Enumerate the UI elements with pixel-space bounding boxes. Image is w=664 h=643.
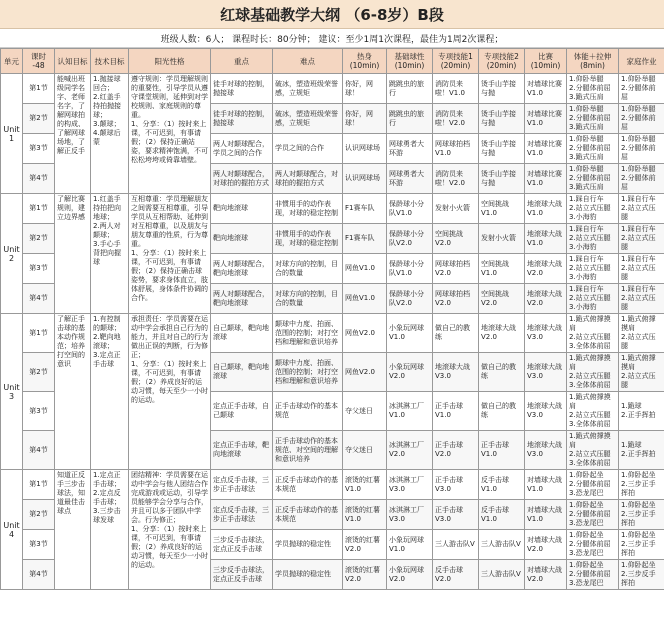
- fitness-cell: 1.跪式俯撑摸肩 2.站立式压腿 3.全体体前屈: [567, 431, 619, 470]
- base-ball-cell: 保龄球小分队V1.0: [387, 194, 433, 224]
- homework-cell: 1.踩自行车 2.站立式压腿: [619, 194, 664, 224]
- skill1-cell: 三人游击队V: [433, 530, 479, 560]
- fitness-cell: 1.跪式俯撑摸肩 2.站立式压腿 3.全体体前屈: [567, 314, 619, 353]
- difficulty-cell: 非惯用手的动作表现，对球的稳定控制: [273, 224, 343, 254]
- key-point-cell: 两人对颠球配合，靶向地滚球: [211, 254, 273, 284]
- homework-cell: 1.跪球 2.正手挥拍: [619, 392, 664, 431]
- sunshine-character-cell: 互相尊重：学员理解朋友之间需要互相尊重，引导学员从互相帮助、延伸到对互相尊重，以及朋友与朋友尊重的性质，行为尊重。 1、分享：（1）按时来上课，不可迟到，有事请假；（2）保持正确击球姿势，要求身体直立，肢体舒展，身体条件协调的合作。: [129, 194, 211, 314]
- warmup-cell: 认识网球场: [343, 164, 387, 194]
- lesson-number-cell: 第2节: [23, 224, 55, 254]
- skill2-cell: 地滚球大战V2.0: [479, 314, 525, 353]
- lesson-number-cell: 第2节: [23, 353, 55, 392]
- key-point-cell: 两人对颠球配合，学员之间的合作: [211, 134, 273, 164]
- difficulty-cell: 学员之间的合作: [273, 134, 343, 164]
- lesson-number-cell: 第1节: [23, 74, 55, 104]
- key-point-cell: 定点反手击球，三步正手击球法: [211, 470, 273, 500]
- skill1-cell: 网球球拍档V2.0: [433, 284, 479, 314]
- fitness-cell: 1.仰卧起坐 2.分腿体前屈 3.恐龙尾巴: [567, 530, 619, 560]
- header-cell: 专项技能1 (20min): [433, 49, 479, 74]
- homework-cell: 1.仰卧起坐 2.三步正手挥拍: [619, 530, 664, 560]
- fitness-cell: 1.仰卧起坐 2.分腿体前屈 3.恐龙尾巴: [567, 560, 619, 590]
- skill1-cell: 正手击球V3.0: [433, 500, 479, 530]
- warmup-cell: 你好，网球！: [343, 104, 387, 134]
- key-point-cell: 两人对颠球配合，对球拍的握拍方式: [211, 164, 273, 194]
- base-ball-cell: 小象玩网球V1.0: [387, 314, 433, 353]
- technical-goal-cell: 1.红盖手持拍把向地球； 2.两人对颠球； 3.手心手背把向握球: [91, 194, 129, 314]
- difficulty-cell: 学员抛球的稳定性: [273, 560, 343, 590]
- warmup-cell: 你好，网球！: [343, 74, 387, 104]
- unit-cell: Unit 1: [1, 74, 23, 194]
- skill2-cell: 反手击球V1.0: [479, 500, 525, 530]
- fitness-cell: 1.仰卧起坐 2.分腿体前屈 3.恐龙尾巴: [567, 470, 619, 500]
- base-ball-cell: 保龄球小分队V1.0: [387, 254, 433, 284]
- skill2-cell: 烫手山芋接与抛: [479, 164, 525, 194]
- base-ball-cell: 小象玩网球V1.0: [387, 530, 433, 560]
- fitness-cell: 1.跪式俯撑摸肩 2.站立式压腿 3.全体体前屈: [567, 392, 619, 431]
- fitness-cell: 1.仰卧举腿 2.分腿体前屈 3.跪式压肩: [567, 164, 619, 194]
- difficulty-cell: 颠球中力度、拍面、范围的控制；对打空档和理解和意识培养: [273, 353, 343, 392]
- lesson-number-cell: 第3节: [23, 530, 55, 560]
- header-cell: 技术目标: [91, 49, 129, 74]
- warmup-cell: 网鱼V2.0: [343, 353, 387, 392]
- homework-cell: 1.跪式俯撑摸肩 2.站立式压腿: [619, 314, 664, 353]
- table-row: [1, 74, 664, 104]
- homework-cell: 1.仰卧举腿 2.分腿体前屈: [619, 164, 664, 194]
- skill1-cell: 正手击球V2.0: [433, 431, 479, 470]
- header-cell: 阳光性格: [129, 49, 211, 74]
- base-ball-cell: 冰淇淋工厂V1.0: [387, 392, 433, 431]
- warmup-cell: 滚烫的红薯V1.0: [343, 500, 387, 530]
- lesson-number-cell: 第1节: [23, 194, 55, 224]
- skill2-cell: 空间挑战V1.0: [479, 254, 525, 284]
- header-cell: 基础球性 (10min): [387, 49, 433, 74]
- warmup-cell: 网鱼V1.0: [343, 254, 387, 284]
- skill2-cell: 做自己的教练: [479, 392, 525, 431]
- difficulty-cell: 对球方向的控制，目合的数量: [273, 254, 343, 284]
- warmup-cell: F1赛车队: [343, 194, 387, 224]
- match-cell: 地滚球大战V1.0: [525, 224, 567, 254]
- match-cell: 地滚球大战V3.0: [525, 392, 567, 431]
- header-cell: 家庭作业: [619, 49, 664, 74]
- table-row: [1, 470, 664, 500]
- header-cell: 难点: [273, 49, 343, 74]
- skill1-cell: 网球球拍档V2.0: [433, 254, 479, 284]
- warmup-cell: 滚烫的红薯V1.0: [343, 470, 387, 500]
- skill1-cell: 消防员来啦！V2.0: [433, 164, 479, 194]
- fitness-cell: 1.踩自行车 2.站立式压腿 3.小海豹: [567, 194, 619, 224]
- difficulty-cell: 正手击球动作的基本规范、对空间的理解和意识培养: [273, 431, 343, 470]
- fitness-cell: 1.仰卧举腿 2.分腿体前屈 3.跪式压肩: [567, 74, 619, 104]
- lesson-number-cell: 第3节: [23, 392, 55, 431]
- skill1-cell: 反手击球V2.0: [433, 560, 479, 590]
- key-point-cell: 靶向地滚球: [211, 194, 273, 224]
- match-cell: 地滚球大战V3.0: [525, 353, 567, 392]
- base-ball-cell: 网球勇者大环游: [387, 164, 433, 194]
- difficulty-cell: 对球方向的控制，目合的数量: [273, 284, 343, 314]
- header-cell: 认知目标: [55, 49, 91, 74]
- unit-cell: Unit 3: [1, 314, 23, 470]
- skill1-cell: 正手击球V3.0: [433, 470, 479, 500]
- header-cell: 单元: [1, 49, 23, 74]
- homework-cell: 1.踩自行车 2.站立式压腿: [619, 284, 664, 314]
- skill2-cell: 发射小火箭: [479, 224, 525, 254]
- fitness-cell: 1.跪式俯撑摸肩 2.站立式压腿 3.全体体前屈: [567, 353, 619, 392]
- skill1-cell: 做自己的教练: [433, 314, 479, 353]
- homework-cell: 1.仰卧起坐 2.三步正手挥拍: [619, 470, 664, 500]
- difficulty-cell: 两人对颠球配合，对球拍的握拍方式: [273, 164, 343, 194]
- key-point-cell: 两人对颠球配合，靶向地滚球: [211, 284, 273, 314]
- homework-cell: 1.跪球 2.正手挥拍: [619, 431, 664, 470]
- warmup-cell: 滚烫的红薯V2.0: [343, 560, 387, 590]
- skill2-cell: 烫手山芋接与抛: [479, 134, 525, 164]
- skill2-cell: 空间挑战V2.0: [479, 284, 525, 314]
- homework-cell: 1.仰卧举腿 2.分腿体前屈: [619, 74, 664, 104]
- base-ball-cell: 冰淇淋工厂V3.0: [387, 470, 433, 500]
- header-cell: 专项技能2 (20min): [479, 49, 525, 74]
- sunshine-character-cell: 承担责任：学员需要在运动中学会承担自己行为的能力，并且对自己的行为做出正误的判断，行为修正； 1、分享：（1）按时来上课，不可迟到，有事请假；（2）养成良好的运动习惯，每天至少一小时的运动。: [129, 314, 211, 470]
- skill1-cell: 网球球拍档V1.0: [433, 134, 479, 164]
- difficulty-cell: 正反手击球动作的基本规范: [273, 470, 343, 500]
- cognitive-goal-cell: 知道正反手三步击球法，知道最佳击球点: [55, 470, 91, 590]
- skill2-cell: 做自己的教练: [479, 353, 525, 392]
- base-ball-cell: 跳跳虫的旅行: [387, 74, 433, 104]
- header-row: [1, 49, 664, 74]
- cognitive-goal-cell: 了解比赛规则，建立边界感: [55, 194, 91, 314]
- sunshine-character-cell: 遵守规则：学员理解规则的重要性，引导学员从遵守课堂规则，延伸到对学校规则、家庭规则的尊重。 1、分享：（1）按时来上课，不可迟到，有事请假；（2）保持正确站姿，要求精神饱满，不可松松垮垮或倚靠墙壁。: [129, 74, 211, 194]
- fitness-cell: 1.踩自行车 2.站立式压腿 3.小海豹: [567, 254, 619, 284]
- skill1-cell: 发射小火箭: [433, 194, 479, 224]
- unit-cell: Unit 2: [1, 194, 23, 314]
- match-cell: 对墙球大战V1.0: [525, 500, 567, 530]
- key-point-cell: 自己颠球，靶向地滚球: [211, 353, 273, 392]
- technical-goal-cell: 1.抛接球回合； 2.红盖手持拍抛接球； 3.颠球； 4.颠球后蒙: [91, 74, 129, 194]
- warmup-cell: 网鱼V2.0: [343, 314, 387, 353]
- match-cell: 地滚球大战V3.0: [525, 431, 567, 470]
- table-row: [1, 194, 664, 224]
- match-cell: 对墙球大战V2.0: [525, 530, 567, 560]
- difficulty-cell: 破冰，塑造班级荣誉感，立规矩: [273, 104, 343, 134]
- match-cell: 地滚球大战V2.0: [525, 254, 567, 284]
- match-cell: 对墙球大战V1.0: [525, 470, 567, 500]
- fitness-cell: 1.仰卧举腿 2.分腿体前屈 3.跪式压肩: [567, 134, 619, 164]
- lesson-number-cell: 第4节: [23, 560, 55, 590]
- skill1-cell: 消防员来啦！V2.0: [433, 104, 479, 134]
- warmup-cell: 夺父迷日: [343, 431, 387, 470]
- skill2-cell: 反手击球V1.0: [479, 470, 525, 500]
- key-point-cell: 徒手对球的控制，抛接球: [211, 74, 273, 104]
- base-ball-cell: 保龄球小分队V2.0: [387, 224, 433, 254]
- header-cell: 体能＋拉伸 (8min): [567, 49, 619, 74]
- key-point-cell: 定点反手击球，三步正手击球法: [211, 500, 273, 530]
- difficulty-cell: 非惯用手的动作表现，对球的稳定控制: [273, 194, 343, 224]
- difficulty-cell: 正手击球动作的基本规范: [273, 392, 343, 431]
- match-cell: 对墙球比赛V1.0: [525, 74, 567, 104]
- skill2-cell: 三人游击队V: [479, 530, 525, 560]
- fitness-cell: 1.踩自行车 2.站立式压腿 3.小海豹: [567, 284, 619, 314]
- cognitive-goal-cell: 能喊出班级同学名字、老师名字，了解网球拍的构成、了解网球场地，了解正反手: [55, 74, 91, 194]
- difficulty-cell: 颠球中力度、拍面、范围的控制；对打空档和理解和意识培养: [273, 314, 343, 353]
- homework-cell: 1.仰卧举腿 2.分腿体前屈: [619, 104, 664, 134]
- technical-goal-cell: 1.定点正手击球； 2.定点反手击球； 3.三步击球发球: [91, 470, 129, 590]
- skill2-cell: 烫手山芋接与抛: [479, 104, 525, 134]
- skill2-cell: 三人游击队V: [479, 560, 525, 590]
- base-ball-cell: 冰淇淋工厂V2.0: [387, 431, 433, 470]
- lesson-number-cell: 第3节: [23, 254, 55, 284]
- key-point-cell: 定点正手击球，自己颠球: [211, 392, 273, 431]
- key-point-cell: 三步反手击球法，定点正反手击球: [211, 560, 273, 590]
- skill2-cell: 正手击球V1.0: [479, 431, 525, 470]
- lesson-number-cell: 第1节: [23, 314, 55, 353]
- homework-cell: 1.仰卧举腿 2.分腿体前屈: [619, 134, 664, 164]
- cognitive-goal-cell: 了解正手击球的基本动作规范；培养打空间的意识: [55, 314, 91, 470]
- key-point-cell: 自己颠球，靶向地滚球: [211, 314, 273, 353]
- syllabus-table: [0, 48, 664, 590]
- match-cell: 地滚球大战V3.0: [525, 314, 567, 353]
- lesson-number-cell: 第4节: [23, 431, 55, 470]
- base-ball-cell: 小象玩网球V2.0: [387, 353, 433, 392]
- lesson-number-cell: 第2节: [23, 104, 55, 134]
- warmup-cell: 滚烫的红薯V2.0: [343, 530, 387, 560]
- skill1-cell: 正手击球V1.0: [433, 392, 479, 431]
- homework-cell: 1.仰卧起坐 2.三步正手挥拍: [619, 500, 664, 530]
- homework-cell: 1.踩自行车 2.站立式压腿: [619, 254, 664, 284]
- fitness-cell: 1.仰卧举腿 2.分腿体前屈 3.跪式压肩: [567, 104, 619, 134]
- page-subtitle: 班级人数：6人； 课程时长：80分钟； 建议：至少1周1次课程，最佳为1周2次课程；: [0, 29, 664, 48]
- skill1-cell: 空间挑战V2.0: [433, 224, 479, 254]
- key-point-cell: 靶向地滚球: [211, 224, 273, 254]
- match-cell: 地滚球大战V2.0: [525, 284, 567, 314]
- lesson-number-cell: 第3节: [23, 134, 55, 164]
- difficulty-cell: 学员抛球的稳定性: [273, 530, 343, 560]
- homework-cell: 1.仰卧起坐 2.三步反手挥拍: [619, 560, 664, 590]
- homework-cell: 1.踩自行车 2.站立式压腿: [619, 224, 664, 254]
- key-point-cell: 徒手对球的控制，抛接球: [211, 104, 273, 134]
- lesson-number-cell: 第2节: [23, 500, 55, 530]
- warmup-cell: 夺父迷日: [343, 392, 387, 431]
- difficulty-cell: 破冰，塑造班级荣誉感，立规矩: [273, 74, 343, 104]
- match-cell: 对墙球大战V2.0: [525, 560, 567, 590]
- key-point-cell: 定点正手击球，靶向地滚球: [211, 431, 273, 470]
- skill2-cell: 空间挑战V1.0: [479, 194, 525, 224]
- homework-cell: 1.跪式俯撑摸肩 2.站立式压腿: [619, 353, 664, 392]
- fitness-cell: 1.踩自行车 2.站立式压腿 3.小海豹: [567, 224, 619, 254]
- base-ball-cell: 保龄球小分队V2.0: [387, 284, 433, 314]
- skill2-cell: 烫手山芋接与抛: [479, 74, 525, 104]
- difficulty-cell: 正反手击球动作的基本规范: [273, 500, 343, 530]
- technical-goal-cell: 1.有控制的颠球； 2.靶向地滚球； 3.定点正手击球: [91, 314, 129, 470]
- match-cell: 对墙球比赛V1.0: [525, 134, 567, 164]
- warmup-cell: 网鱼V1.0: [343, 284, 387, 314]
- warmup-cell: 认识网球场: [343, 134, 387, 164]
- header-cell: 热身 (10min): [343, 49, 387, 74]
- header-cell: 课时 -48: [23, 49, 55, 74]
- header-cell: 重点: [211, 49, 273, 74]
- warmup-cell: F1赛车队: [343, 224, 387, 254]
- lesson-number-cell: 第4节: [23, 284, 55, 314]
- base-ball-cell: 网球勇者大环游: [387, 134, 433, 164]
- lesson-number-cell: 第4节: [23, 164, 55, 194]
- match-cell: 对墙球比赛V1.0: [525, 164, 567, 194]
- page-title: 红球基础教学大纲 （6-8岁）B段: [0, 0, 664, 29]
- skill1-cell: 地滚球大战V3.0: [433, 353, 479, 392]
- base-ball-cell: 小象玩网球V2.0: [387, 560, 433, 590]
- sunshine-character-cell: 团结精神：学员需要在运动中学会与他人团结合作完成游戏或运动，引导学员能够学会分享与合作，并且可以多于团队中学会。行为修正； 1、分享：（1）按时来上课，不可迟到，有事请假；（2）养成良好的运动习惯，每天至少一小时的运动。: [129, 470, 211, 590]
- fitness-cell: 1.仰卧起坐 2.分腿体前屈 3.恐龙尾巴: [567, 500, 619, 530]
- header-cell: 比赛 (10min): [525, 49, 567, 74]
- base-ball-cell: 冰淇淋工厂V3.0: [387, 500, 433, 530]
- match-cell: 对墙球比赛V1.0: [525, 104, 567, 134]
- key-point-cell: 三步反手击球法，定点正反手击球: [211, 530, 273, 560]
- unit-cell: Unit 4: [1, 470, 23, 590]
- base-ball-cell: 跳跳虫的旅行: [387, 104, 433, 134]
- match-cell: 地滚球大战V1.0: [525, 194, 567, 224]
- lesson-number-cell: 第1节: [23, 470, 55, 500]
- table-row: [1, 314, 664, 353]
- skill1-cell: 消防员来啦！V1.0: [433, 74, 479, 104]
